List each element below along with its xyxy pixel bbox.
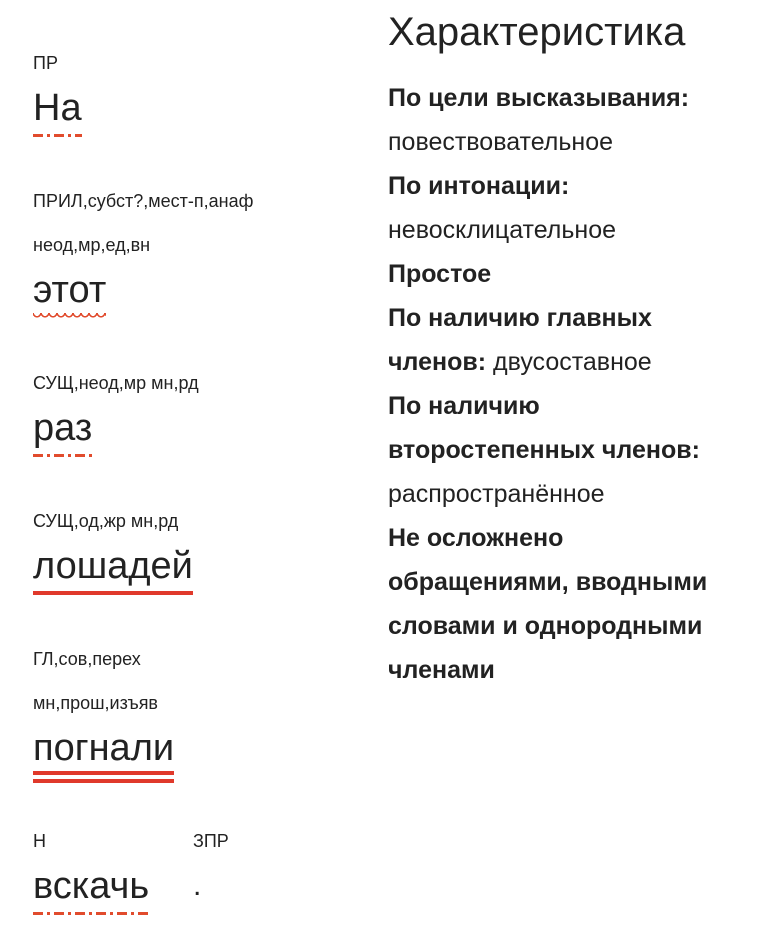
- characteristic-panel: [388, 8, 738, 692]
- word-block-pognali: [33, 637, 174, 771]
- morph-tag: мн,прош,изъяв: [33, 693, 158, 713]
- punctuation-block: [193, 819, 229, 909]
- intonation-value: невосклицательное: [388, 216, 617, 244]
- main-members-label: По наличию главных членов:: [388, 304, 652, 376]
- word-block-etot: [33, 179, 253, 313]
- word-block-raz: [33, 361, 199, 451]
- morph-tag: СУЩ,неод,мр мн,рд: [33, 373, 199, 393]
- word-loshadey: лошадей: [33, 545, 193, 587]
- punctuation-mark: .: [193, 869, 202, 902]
- morph-tag: СУЩ,од,жр мн,рд: [33, 511, 179, 531]
- secondary-members-value: распространённое: [388, 480, 605, 508]
- characteristic-text: [388, 76, 738, 692]
- word-etot: этот: [33, 269, 107, 311]
- word-block-vskach: [33, 819, 149, 909]
- word-pognali: погнали: [33, 727, 175, 769]
- word-vskach: вскачь: [33, 865, 150, 907]
- word-block-na: [33, 41, 82, 131]
- morph-tag: ПР: [33, 53, 58, 73]
- purpose-value: повествовательное: [388, 128, 614, 156]
- intonation-label: По интонации:: [388, 172, 570, 200]
- word-na: На: [33, 87, 82, 129]
- word-raz: раз: [33, 407, 93, 449]
- characteristic-title: Характеристика: [388, 10, 686, 54]
- morph-tag: Н: [33, 831, 46, 851]
- secondary-members-label: По наличию второстепенных членов:: [388, 392, 700, 464]
- morph-tag: неод,мр,ед,вн: [33, 235, 151, 255]
- word-block-loshadey: [33, 499, 193, 589]
- main-members-value: двусоставное: [493, 348, 652, 376]
- purpose-label: По цели высказывания:: [388, 84, 690, 112]
- complication-label: Не осложнено обращениями, вводными словами и однородными членами: [388, 524, 708, 684]
- morph-tag: ГЛ,сов,перех: [33, 649, 141, 669]
- morph-tag: ПРИЛ,субст?,мест-п,анаф: [33, 191, 254, 211]
- punctuation-tag: ЗПР: [193, 831, 229, 851]
- simple-label: Простое: [388, 260, 492, 288]
